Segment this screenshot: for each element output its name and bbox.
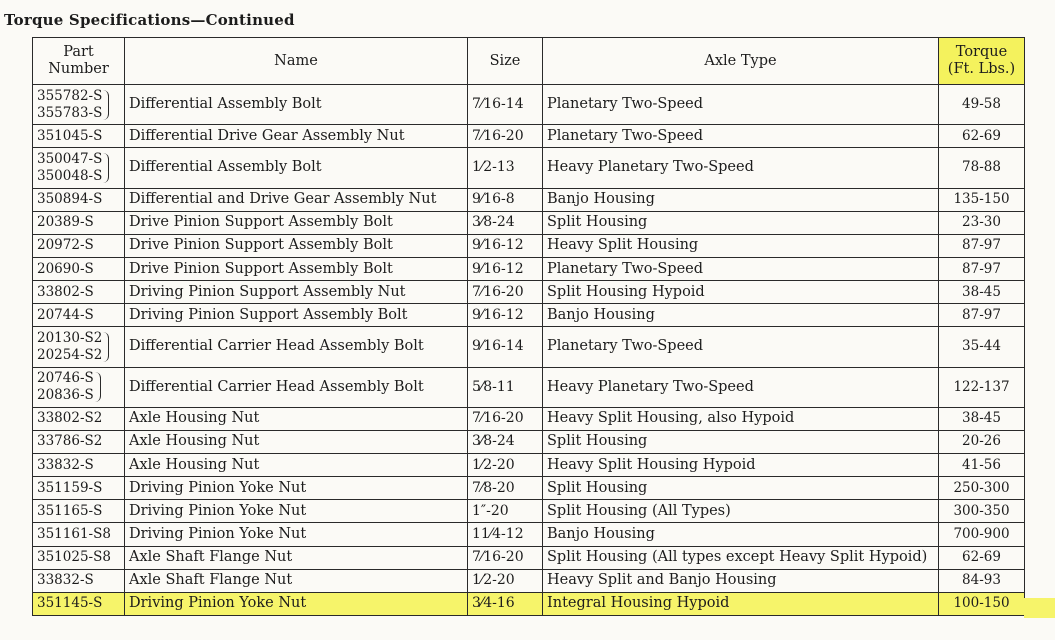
table-row: [33, 234, 1025, 257]
cell-torque: 122-137: [939, 367, 1025, 407]
table-row: [33, 148, 1025, 188]
cell-axle-type: Planetary Two-Speed: [543, 327, 939, 367]
cell-torque: 84-93: [939, 569, 1025, 592]
cell-axle-type: Integral Housing Hypoid: [543, 592, 939, 615]
cell-name: Driving Pinion Yoke Nut: [125, 477, 468, 500]
cell-part-number: 33802-S2: [33, 407, 125, 430]
cell-torque: 35-44: [939, 327, 1025, 367]
brace-mark: [103, 153, 109, 183]
table-row: [33, 477, 1025, 500]
part-number-line: 20254-S2: [37, 346, 103, 363]
cell-axle-type: Split Housing: [543, 477, 939, 500]
part-number-line: 350047-S: [37, 150, 103, 167]
cell-size: 7⁄16-20: [468, 281, 543, 304]
part-number-line: 20746-S: [37, 370, 94, 387]
cell-name: Differential Assembly Bolt: [125, 148, 468, 188]
cell-name: Differential Assembly Bolt: [125, 85, 468, 125]
table-row: [33, 367, 1025, 407]
cell-axle-type: Heavy Split Housing Hypoid: [543, 454, 939, 477]
cell-axle-type: Split Housing Hypoid: [543, 281, 939, 304]
cell-part-number: 351145-S: [33, 592, 125, 615]
cell-part-number: [33, 367, 125, 407]
cell-torque: 23-30: [939, 211, 1025, 234]
table-row: [33, 407, 1025, 430]
table-row: [33, 327, 1025, 367]
cell-size: 1⁄2-20: [468, 454, 543, 477]
cell-axle-type: Heavy Planetary Two-Speed: [543, 367, 939, 407]
cell-name: Differential and Drive Gear Assembly Nut: [125, 188, 468, 211]
cell-torque: 78-88: [939, 148, 1025, 188]
brace-mark: [103, 90, 109, 120]
cell-size: 11⁄4-12: [468, 523, 543, 546]
table-row: [33, 188, 1025, 211]
cell-name: Axle Shaft Flange Nut: [125, 546, 468, 569]
cell-part-number: 351045-S: [33, 125, 125, 148]
cell-part-number: [33, 85, 125, 125]
cell-axle-type: Heavy Split and Banjo Housing: [543, 569, 939, 592]
cell-part-number: 20744-S: [33, 304, 125, 327]
cell-part-number: 351025-S8: [33, 546, 125, 569]
cell-size: 9⁄16-12: [468, 234, 543, 257]
cell-axle-type: Heavy Split Housing, also Hypoid: [543, 407, 939, 430]
table-row: [33, 257, 1025, 280]
cell-part-number: 33832-S: [33, 569, 125, 592]
cell-torque: 700-900: [939, 523, 1025, 546]
table-row: [33, 430, 1025, 453]
part-number-line: 20130-S2: [37, 329, 103, 346]
cell-name: Drive Pinion Support Assembly Bolt: [125, 234, 468, 257]
cell-axle-type: Heavy Split Housing: [543, 234, 939, 257]
part-number-line: 350048-S: [37, 167, 103, 184]
cell-name: Driving Pinion Yoke Nut: [125, 592, 468, 615]
torque-specifications-table: [32, 37, 1025, 616]
cell-name: Differential Carrier Head Assembly Bolt: [125, 367, 468, 407]
cell-size: 3⁄8-24: [468, 211, 543, 234]
cell-size: 7⁄16-20: [468, 407, 543, 430]
cell-torque: 87-97: [939, 304, 1025, 327]
torque-header-line-1: Torque: [955, 44, 1008, 60]
cell-axle-type: Banjo Housing: [543, 188, 939, 211]
cell-size: 3⁄8-24: [468, 430, 543, 453]
cell-torque: 41-56: [939, 454, 1025, 477]
cell-size: 7⁄16-20: [468, 125, 543, 148]
cell-part-number: 350894-S: [33, 188, 125, 211]
table-row: [33, 85, 1025, 125]
cell-part-number: 20972-S: [33, 234, 125, 257]
table-body: [33, 85, 1025, 616]
cell-axle-type: Split Housing (All Types): [543, 500, 939, 523]
cell-part-number: 20690-S: [33, 257, 125, 280]
cell-part-number: 20389-S: [33, 211, 125, 234]
cell-name: Driving Pinion Support Assembly Bolt: [125, 304, 468, 327]
part-number-line: 355783-S: [37, 104, 103, 121]
cell-name: Axle Shaft Flange Nut: [125, 569, 468, 592]
cell-part-number: 33832-S: [33, 454, 125, 477]
cell-torque: 38-45: [939, 407, 1025, 430]
table-row: [33, 304, 1025, 327]
cell-size: 3⁄4-16: [468, 592, 543, 615]
cell-axle-type: Banjo Housing: [543, 304, 939, 327]
table-row: [33, 281, 1025, 304]
cell-part-number: 351165-S: [33, 500, 125, 523]
cell-size: 5⁄8-11: [468, 367, 543, 407]
table-row: [33, 454, 1025, 477]
brace-mark: [95, 372, 101, 402]
cell-name: Driving Pinion Support Assembly Nut: [125, 281, 468, 304]
part-number-line: 20836-S: [37, 387, 94, 404]
cell-axle-type: Planetary Two-Speed: [543, 125, 939, 148]
part-header-line-2: Number: [48, 61, 109, 77]
cell-part-number: 351161-S8: [33, 523, 125, 546]
torque-header-line-2: (Ft. Lbs.): [947, 61, 1016, 77]
cell-size: 7⁄16-20: [468, 546, 543, 569]
cell-size: 1⁄2-20: [468, 569, 543, 592]
cell-name: Axle Housing Nut: [125, 454, 468, 477]
cell-size: 9⁄16-12: [468, 304, 543, 327]
cell-name: Axle Housing Nut: [125, 430, 468, 453]
cell-part-number: [33, 148, 125, 188]
cell-torque: 20-26: [939, 430, 1025, 453]
cell-size: 9⁄16-14: [468, 327, 543, 367]
cell-part-number: 33802-S: [33, 281, 125, 304]
cell-name: Drive Pinion Support Assembly Bolt: [125, 257, 468, 280]
column-header-part-number: [33, 38, 125, 85]
cell-part-number: [33, 327, 125, 367]
cell-torque: 87-97: [939, 257, 1025, 280]
cell-torque: 62-69: [939, 125, 1025, 148]
cell-name: Driving Pinion Yoke Nut: [125, 500, 468, 523]
highlighter-stroke-tail: [1024, 598, 1055, 618]
table-header-row: [33, 38, 1025, 85]
cell-size: 9⁄16-12: [468, 257, 543, 280]
table-row: [33, 523, 1025, 546]
column-header-torque: [939, 38, 1025, 85]
cell-torque: 100-150: [939, 592, 1025, 615]
table-row: [33, 500, 1025, 523]
cell-torque: 250-300: [939, 477, 1025, 500]
cell-size: 9⁄16-8: [468, 188, 543, 211]
cell-torque: 38-45: [939, 281, 1025, 304]
cell-axle-type: Planetary Two-Speed: [543, 85, 939, 125]
cell-name: Differential Drive Gear Assembly Nut: [125, 125, 468, 148]
cell-torque: 87-97: [939, 234, 1025, 257]
cell-size: 7⁄8-20: [468, 477, 543, 500]
part-header-line-1: Part: [63, 44, 94, 60]
cell-name: Differential Carrier Head Assembly Bolt: [125, 327, 468, 367]
cell-name: Axle Housing Nut: [125, 407, 468, 430]
column-header-name: Name: [125, 38, 468, 85]
cell-name: Driving Pinion Yoke Nut: [125, 523, 468, 546]
table-row: [33, 569, 1025, 592]
cell-axle-type: Planetary Two-Speed: [543, 257, 939, 280]
cell-name: Drive Pinion Support Assembly Bolt: [125, 211, 468, 234]
cell-size: 7⁄16-14: [468, 85, 543, 125]
part-number-line: 355782-S: [37, 87, 103, 104]
cell-axle-type: Heavy Planetary Two-Speed: [543, 148, 939, 188]
brace-mark: [103, 332, 109, 362]
table-row: [33, 125, 1025, 148]
cell-torque: 300-350: [939, 500, 1025, 523]
cell-torque: 135-150: [939, 188, 1025, 211]
cell-part-number: 33786-S2: [33, 430, 125, 453]
column-header-axle-type: Axle Type: [543, 38, 939, 85]
cell-torque: 62-69: [939, 546, 1025, 569]
cell-axle-type: Split Housing: [543, 430, 939, 453]
column-header-size: Size: [468, 38, 543, 85]
table-row: [33, 546, 1025, 569]
cell-axle-type: Split Housing (All types except Heavy Split Hypoid): [543, 546, 939, 569]
cell-size: 1″-20: [468, 500, 543, 523]
cell-torque: 49-58: [939, 85, 1025, 125]
cell-size: 1⁄2-13: [468, 148, 543, 188]
cell-part-number: 351159-S: [33, 477, 125, 500]
cell-axle-type: Banjo Housing: [543, 523, 939, 546]
table-row: [33, 211, 1025, 234]
table-row: [33, 592, 1025, 615]
page-title: Torque Specifications—Continued: [4, 11, 295, 29]
cell-axle-type: Split Housing: [543, 211, 939, 234]
